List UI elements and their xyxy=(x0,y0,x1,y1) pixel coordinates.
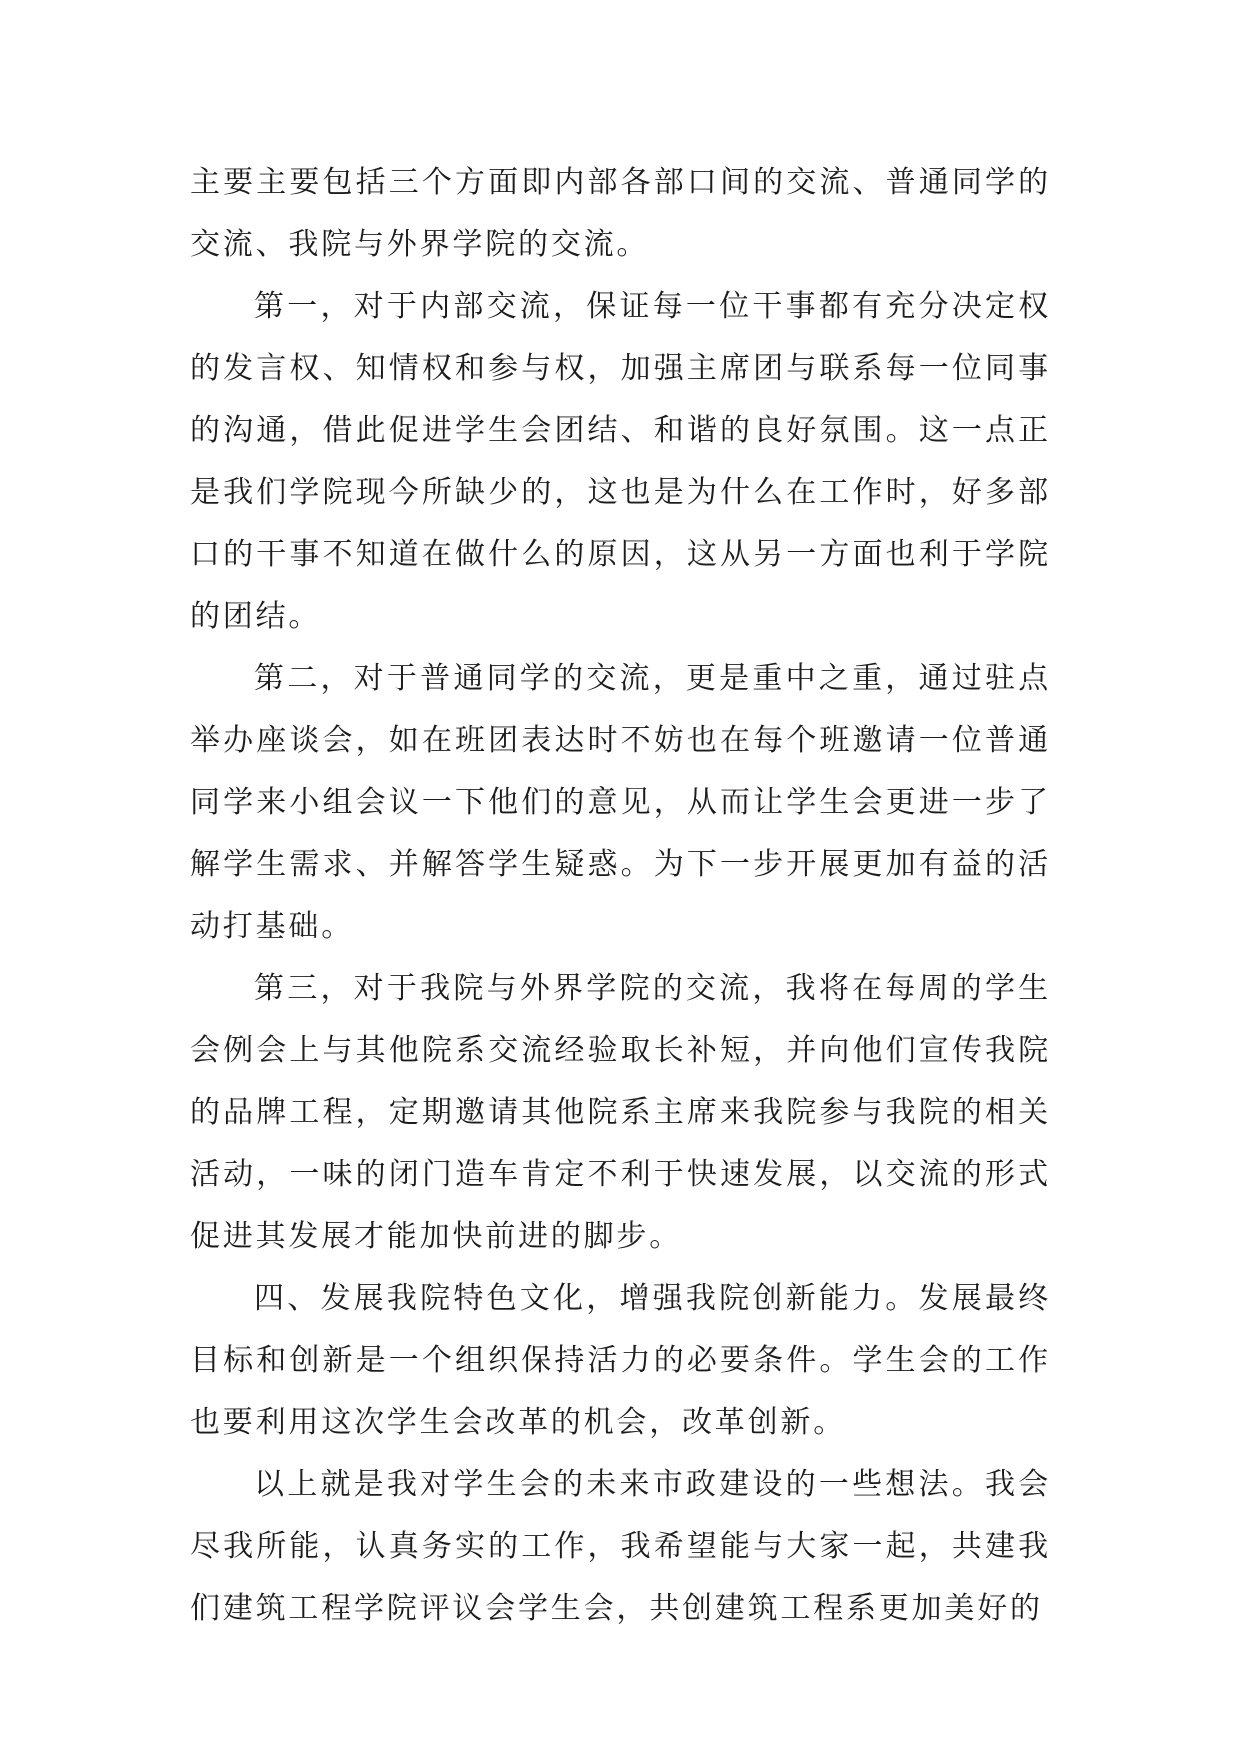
paragraph-external-communication: 第三，对于我院与外界学院的交流，我将在每周的学生会例会上与其他院系交流经验取长补短，并向他们宣传我院的品牌工程，定期邀请其他院系主席来我院参与我院的相关活动，一味的闭门造车肯定不利于快速发展，以交流的形式促进其发展才能加快前进的脚步。 xyxy=(190,971,1051,1254)
paragraph-innovation: 四、发展我院特色文化，增强我院创新能力。发展最终目标和创新是一个组织保持活力的必要条件。学生会的工作也要利用这次学生会改革的机会，改革创新。 xyxy=(190,1281,1051,1440)
paragraph-conclusion: 以上就是我对学生会的未来市政建设的一些想法。我会尽我所能，认真务实的工作，我希望能与大家一起，共建我们建筑工程学院评议会学生会，共创建筑工程系更加美好的 xyxy=(190,1467,1051,1626)
document-body xyxy=(190,152,1051,1640)
paragraph-student-communication: 第二，对于普通同学的交流，更是重中之重，通过驻点举办座谈会，如在班团表达时不妨也在每个班邀请一位普通同学来小组会议一下他们的意见，从而让学生会更进一步了解学生需求、并解答学生疑惑。为下一步开展更加有益的活动打基础。 xyxy=(190,661,1051,944)
paragraph-continuation: 主要主要包括三个方面即内部各部口间的交流、普通同学的交流、我院与外界学院的交流。 xyxy=(190,165,1051,262)
paragraph-internal-communication: 第一，对于内部交流，保证每一位干事都有充分决定权的发言权、知情权和参与权，加强主席团与联系每一位同事的沟通，借此促进学生会团结、和谐的良好氛围。这一点正是我们学院现今所缺少的，这也是为什么在工作时，好多部口的干事不知道在做什么的原因，这从另一方面也利于学院的团结。 xyxy=(190,289,1051,634)
